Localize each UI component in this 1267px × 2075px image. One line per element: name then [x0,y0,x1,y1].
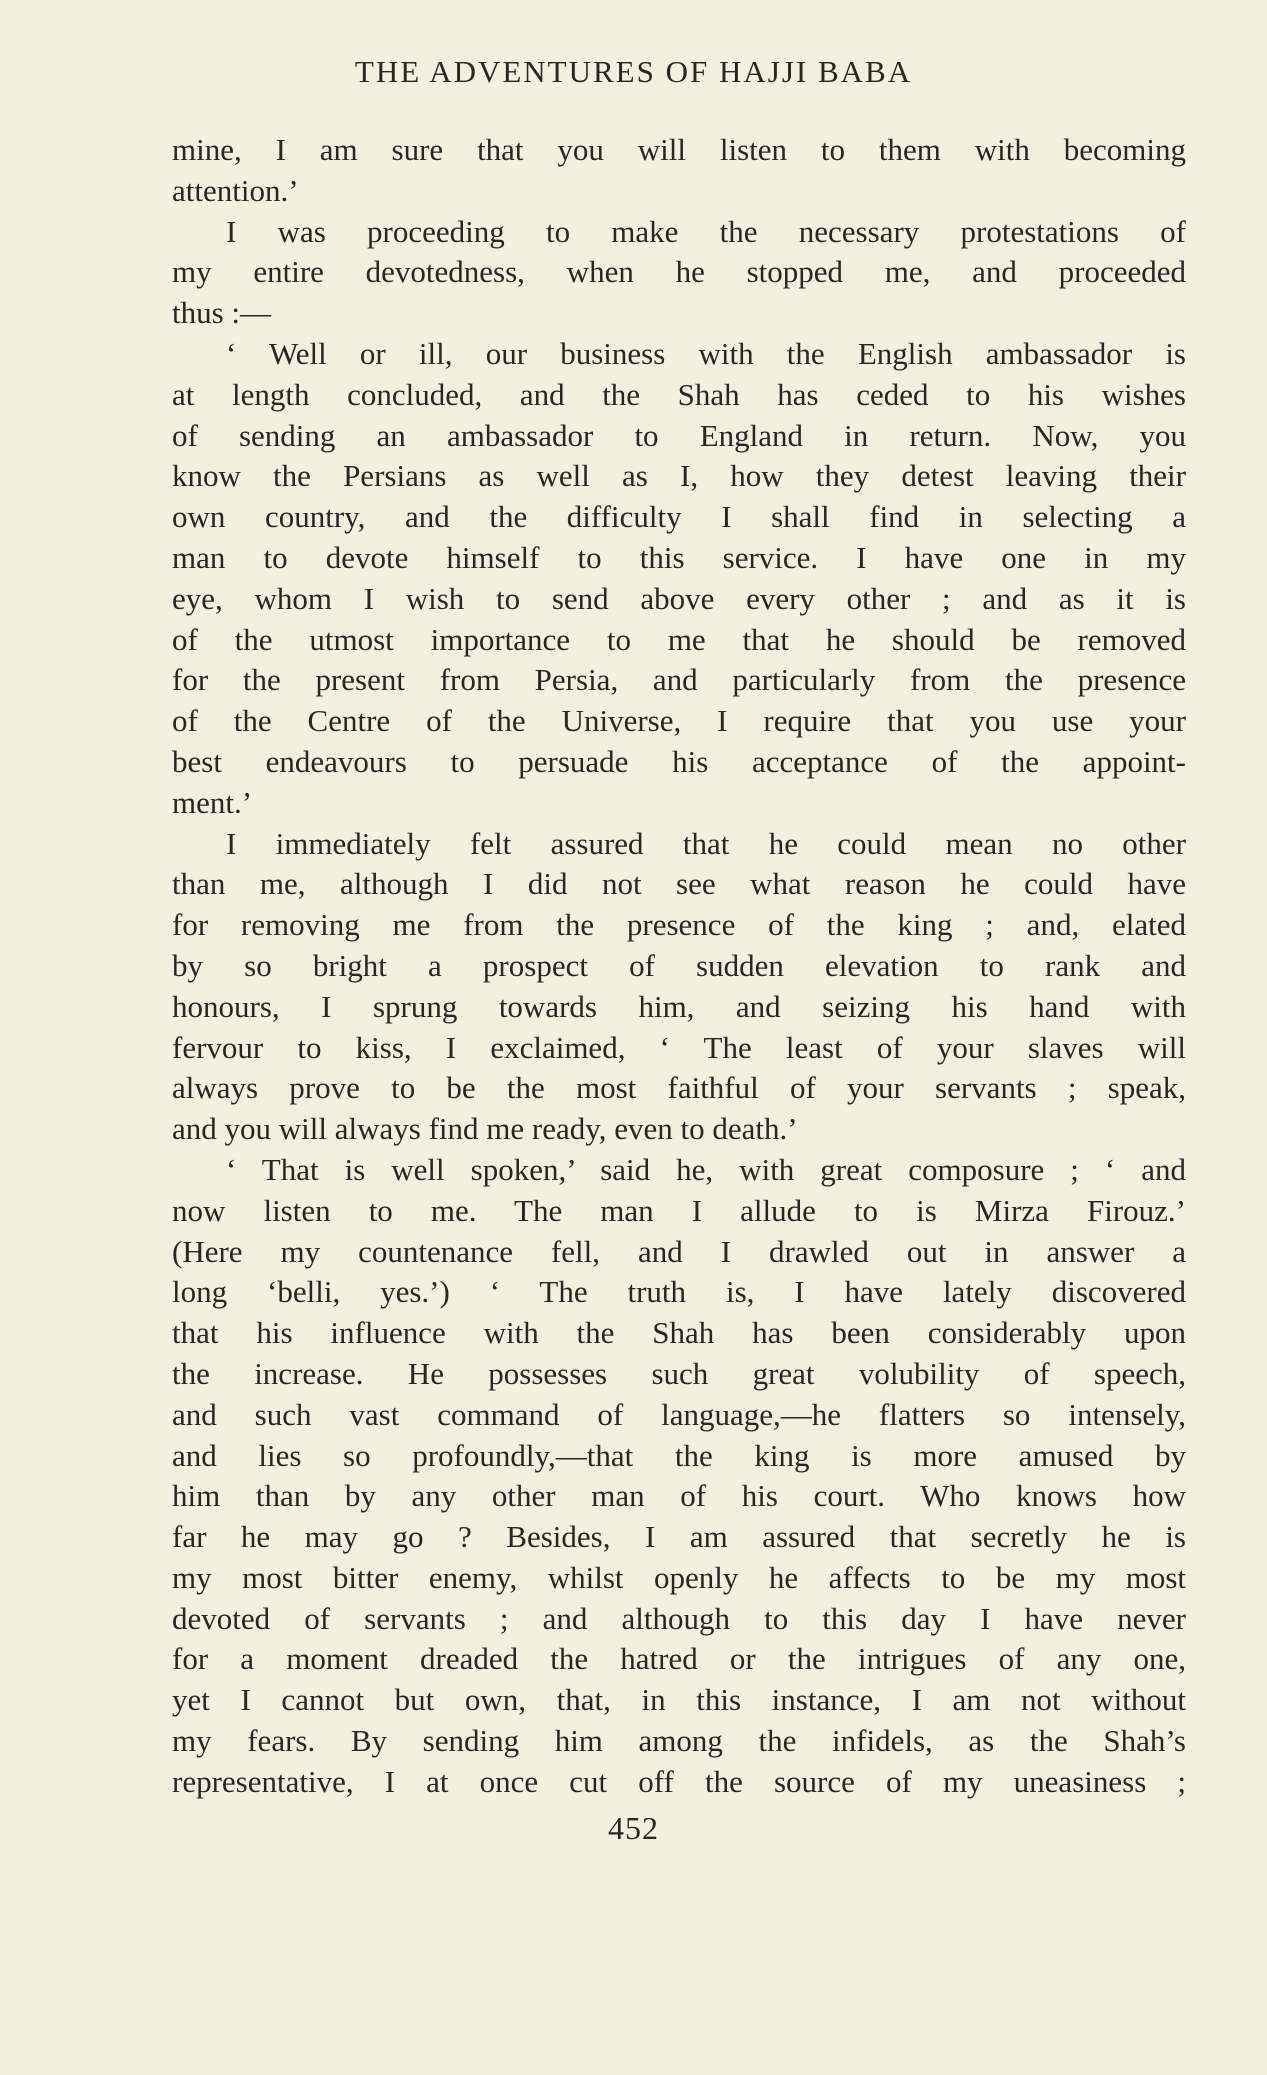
text-line: attention.’ [172,172,299,208]
text-line: my most bitter enemy, whilst openly he affects to be my most [172,1559,1186,1595]
text-line: of the Centre of the Universe, I require that you use your [172,703,1186,739]
text-line: my fears. By sending him among the infidels, as the Shah’s [172,1723,1186,1759]
text-line: far he may go ? Besides, I am assured that secretly he is [172,1519,1186,1555]
text-line: thus :— [172,295,272,331]
text-line: at length concluded, and the Shah has ceded to his wishes [172,376,1186,412]
text-line: and lies so profoundly,—that the king is more amused by [172,1437,1186,1473]
body-text [172,130,1186,1803]
text-line: now listen to me. The man I allude to is Mirza Firouz.’ [172,1192,1186,1228]
text-line: and such vast command of language,—he flatters so intensely, [172,1396,1186,1432]
text-line: the increase. He possesses such great volubility of speech, [172,1355,1186,1391]
text-line: of the utmost importance to me that he should be removed [172,621,1186,657]
text-line: best endeavours to persuade his acceptance of the appoint- [172,743,1186,779]
text-line: I was proceeding to make the necessary protestations of [226,213,1186,249]
text-line: of sending an ambassador to England in return. Now, you [172,417,1186,453]
text-line: ‘ Well or ill, our business with the English ambassador is [226,335,1186,371]
text-line: long ‘belli, yes.’) ‘ The truth is, I have lately discovered [172,1274,1186,1310]
text-line: eye, whom I wish to send above every other ; and as it is [172,580,1186,616]
text-line: that his influence with the Shah has been considerably upon [172,1315,1186,1351]
text-line: (Here my countenance fell, and I drawled out in answer a [172,1233,1186,1269]
text-line: I immediately felt assured that he could mean no other [226,825,1186,861]
text-line: representative, I at once cut off the source of my uneasiness ; [172,1763,1186,1799]
text-line: for removing me from the presence of the king ; and, elated [172,907,1186,943]
text-line: ‘ That is well spoken,’ said he, with great composure ; ‘ and [226,1151,1186,1187]
text-line: man to devote himself to this service. I have one in my [172,539,1186,575]
text-line: and you will always find me ready, even to death.’ [172,1111,798,1147]
page-number: 452 [608,1810,659,1846]
text-line: my entire devotedness, when he stopped me, and proceeded [172,254,1186,290]
text-line: by so bright a prospect of sudden elevation to rank and [172,947,1186,983]
text-line: yet I cannot but own, that, in this instance, I am not without [172,1682,1186,1718]
text-line: always prove to be the most faithful of your servants ; speak, [172,1070,1186,1106]
text-line: ment.’ [172,784,253,820]
text-line: mine, I am sure that you will listen to them with becoming [172,132,1186,167]
text-line: own country, and the difficulty I shall find in selecting a [172,499,1186,535]
text-line: than me, although I did not see what reason he could have [172,866,1186,902]
running-title: THE ADVENTURES OF HAJJI BABA [354,54,913,89]
text-line: for the present from Persia, and particularly from the presence [172,662,1186,698]
text-line: for a moment dreaded the hatred or the intrigues of any one, [172,1641,1186,1677]
text-line: honours, I sprung towards him, and seizing his hand with [172,988,1186,1024]
text-line: devoted of servants ; and although to this day I have never [172,1600,1186,1636]
text-line: fervour to kiss, I exclaimed, ‘ The least of your slaves will [172,1029,1186,1065]
text-line: him than by any other man of his court. Who knows how [172,1478,1186,1514]
text-line: know the Persians as well as I, how they detest leaving their [172,458,1186,494]
